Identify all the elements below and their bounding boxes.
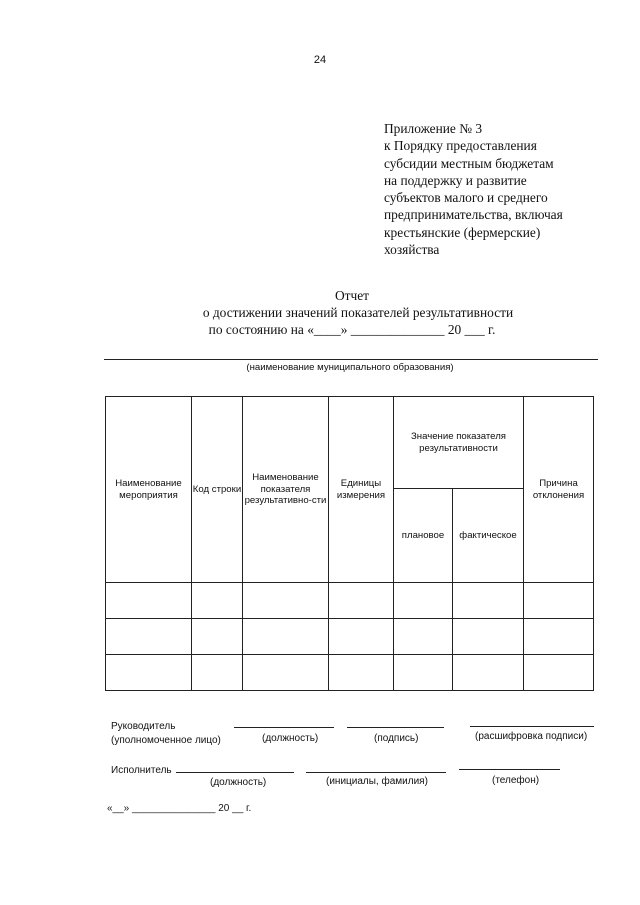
page-number: 24 [313, 54, 327, 66]
signature-caption: (подпись) [374, 733, 419, 744]
col-event-header: Наименование мероприятия [106, 397, 192, 583]
table-row [106, 655, 594, 691]
report-table [105, 396, 594, 691]
decode-caption: (расшифровка подписи) [475, 731, 588, 742]
initials-caption: (инициалы, фамилия) [326, 776, 428, 787]
exec-position-line [176, 772, 294, 773]
phone-line [459, 769, 560, 770]
appendix-line: на поддержку и развитие [384, 172, 527, 188]
col-indicator-header: Наименование показателя результативно-сти [243, 397, 329, 583]
exec-position-caption: (должность) [210, 777, 267, 788]
initials-line [306, 772, 446, 773]
head-sublabel: (уполномоченное лицо) [111, 735, 221, 746]
appendix-line: субсидии местным бюджетам [384, 155, 554, 171]
appendix-line: к Порядку предоставления [384, 138, 537, 154]
report-date-line: по состоянию на «____» ______________ 20 ___ г. [208, 322, 496, 337]
col-planned-header: плановое [394, 489, 453, 583]
col-reason-header: Причина отклонения [524, 397, 594, 583]
appendix-header [384, 120, 563, 258]
col-code-header: Код строки [192, 397, 243, 583]
table-row [106, 619, 594, 655]
appendix-line: субъектов малого и среднего [384, 190, 548, 206]
position-caption: (должность) [262, 733, 319, 744]
executor-label: Исполнитель [111, 765, 172, 776]
phone-caption: (телефон) [492, 775, 540, 786]
position-line [234, 727, 334, 728]
signature-line [347, 727, 444, 728]
municipality-line [104, 359, 598, 360]
appendix-line: крестьянские (фермерские) [384, 224, 541, 240]
municipality-caption: (наименование муниципального образования) [246, 362, 454, 373]
decode-line [470, 726, 594, 727]
head-label: Руководитель [111, 721, 176, 732]
table-row [106, 583, 594, 619]
report-title: Отчет [334, 288, 370, 303]
sign-date-line: «__» _______________ 20 __ г. [107, 803, 252, 814]
col-value-group-header: Значение показателя результативности [394, 397, 524, 489]
report-subtitle: о достижении значений показателей результативности [202, 305, 514, 320]
col-units-header: Единицы измерения [329, 397, 394, 583]
col-actual-header: фактическое [453, 489, 524, 583]
appendix-line: предпринимательства, включая [384, 207, 563, 223]
appendix-line: хозяйства [384, 242, 440, 258]
appendix-line: Приложение № 3 [384, 121, 483, 136]
